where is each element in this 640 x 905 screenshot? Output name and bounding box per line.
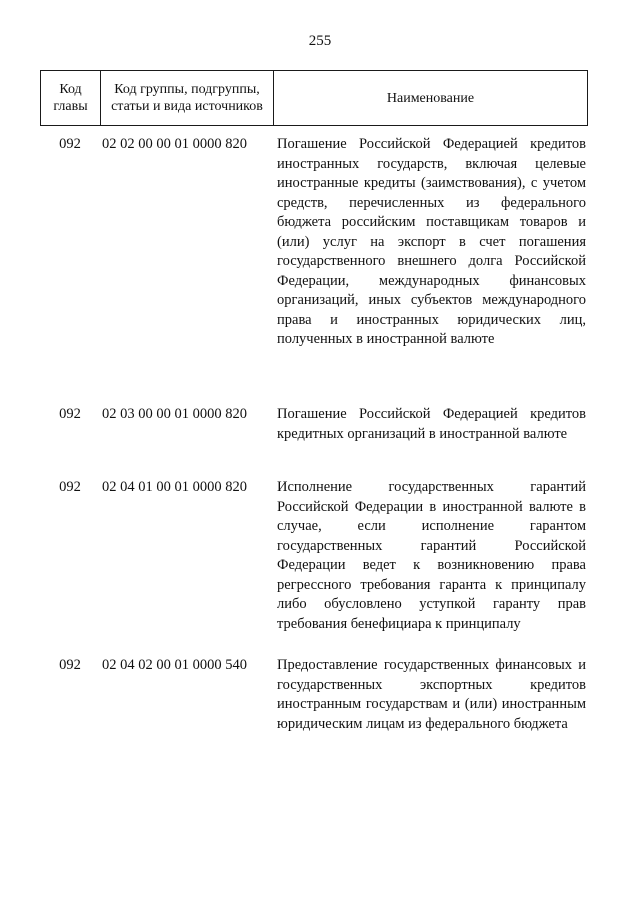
- row-source-code: 02 02 00 00 01 0000 820: [102, 136, 247, 152]
- header-name: Наименование: [386, 90, 475, 106]
- row-name: Погашение Российской Федерацией кредитов иностранных государств, включая целевые иностранные кредиты (заимствования), с учетом средств, перечисленных из федерального бюджета российским поставщикам товаров и (или) услуг на экспорт в счет погашения государственного внешнего долга Российской Федерации, международных финансовых организаций, иных субъектов международного права и иностранных юридических лиц, полученных в иностранной валюте: [277, 136, 586, 347]
- header-source-code: Код группы, подгруппы, статьи и вида источников: [101, 71, 274, 125]
- row-chapter-code: 092: [59, 406, 81, 422]
- row-chapter-code: 092: [59, 136, 81, 152]
- page-number: 255: [308, 33, 332, 49]
- row-name: Исполнение государственных гарантий Российской Федерации в иностранной валюте в случае, если исполнение гарантом государственных гарантий Российской Федерации ведет к возникновению права регрессного требования гаранта к принципалу либо обусловлено уступкой гаранту прав требования бенефициара к принципалу: [277, 479, 586, 632]
- row-chapter-code: 092: [59, 657, 81, 673]
- row-source-code: 02 04 02 00 01 0000 540: [102, 657, 247, 673]
- row-name: Погашение Российской Федерацией кредитов кредитных организаций в иностранной валюте: [277, 406, 586, 442]
- header-chapter-code: Код главы: [41, 71, 101, 125]
- row-source-code: 02 04 01 00 01 0000 820: [102, 479, 247, 495]
- row-name: Предоставление государственных финансовых и государственных экспортных кредитов иностранным государствам и (или) иностранным юридическим лицам из федерального бюджета: [277, 657, 586, 732]
- table-header: [40, 70, 588, 126]
- row-chapter-code: 092: [59, 479, 81, 495]
- row-source-code: 02 03 00 00 01 0000 820: [102, 406, 247, 422]
